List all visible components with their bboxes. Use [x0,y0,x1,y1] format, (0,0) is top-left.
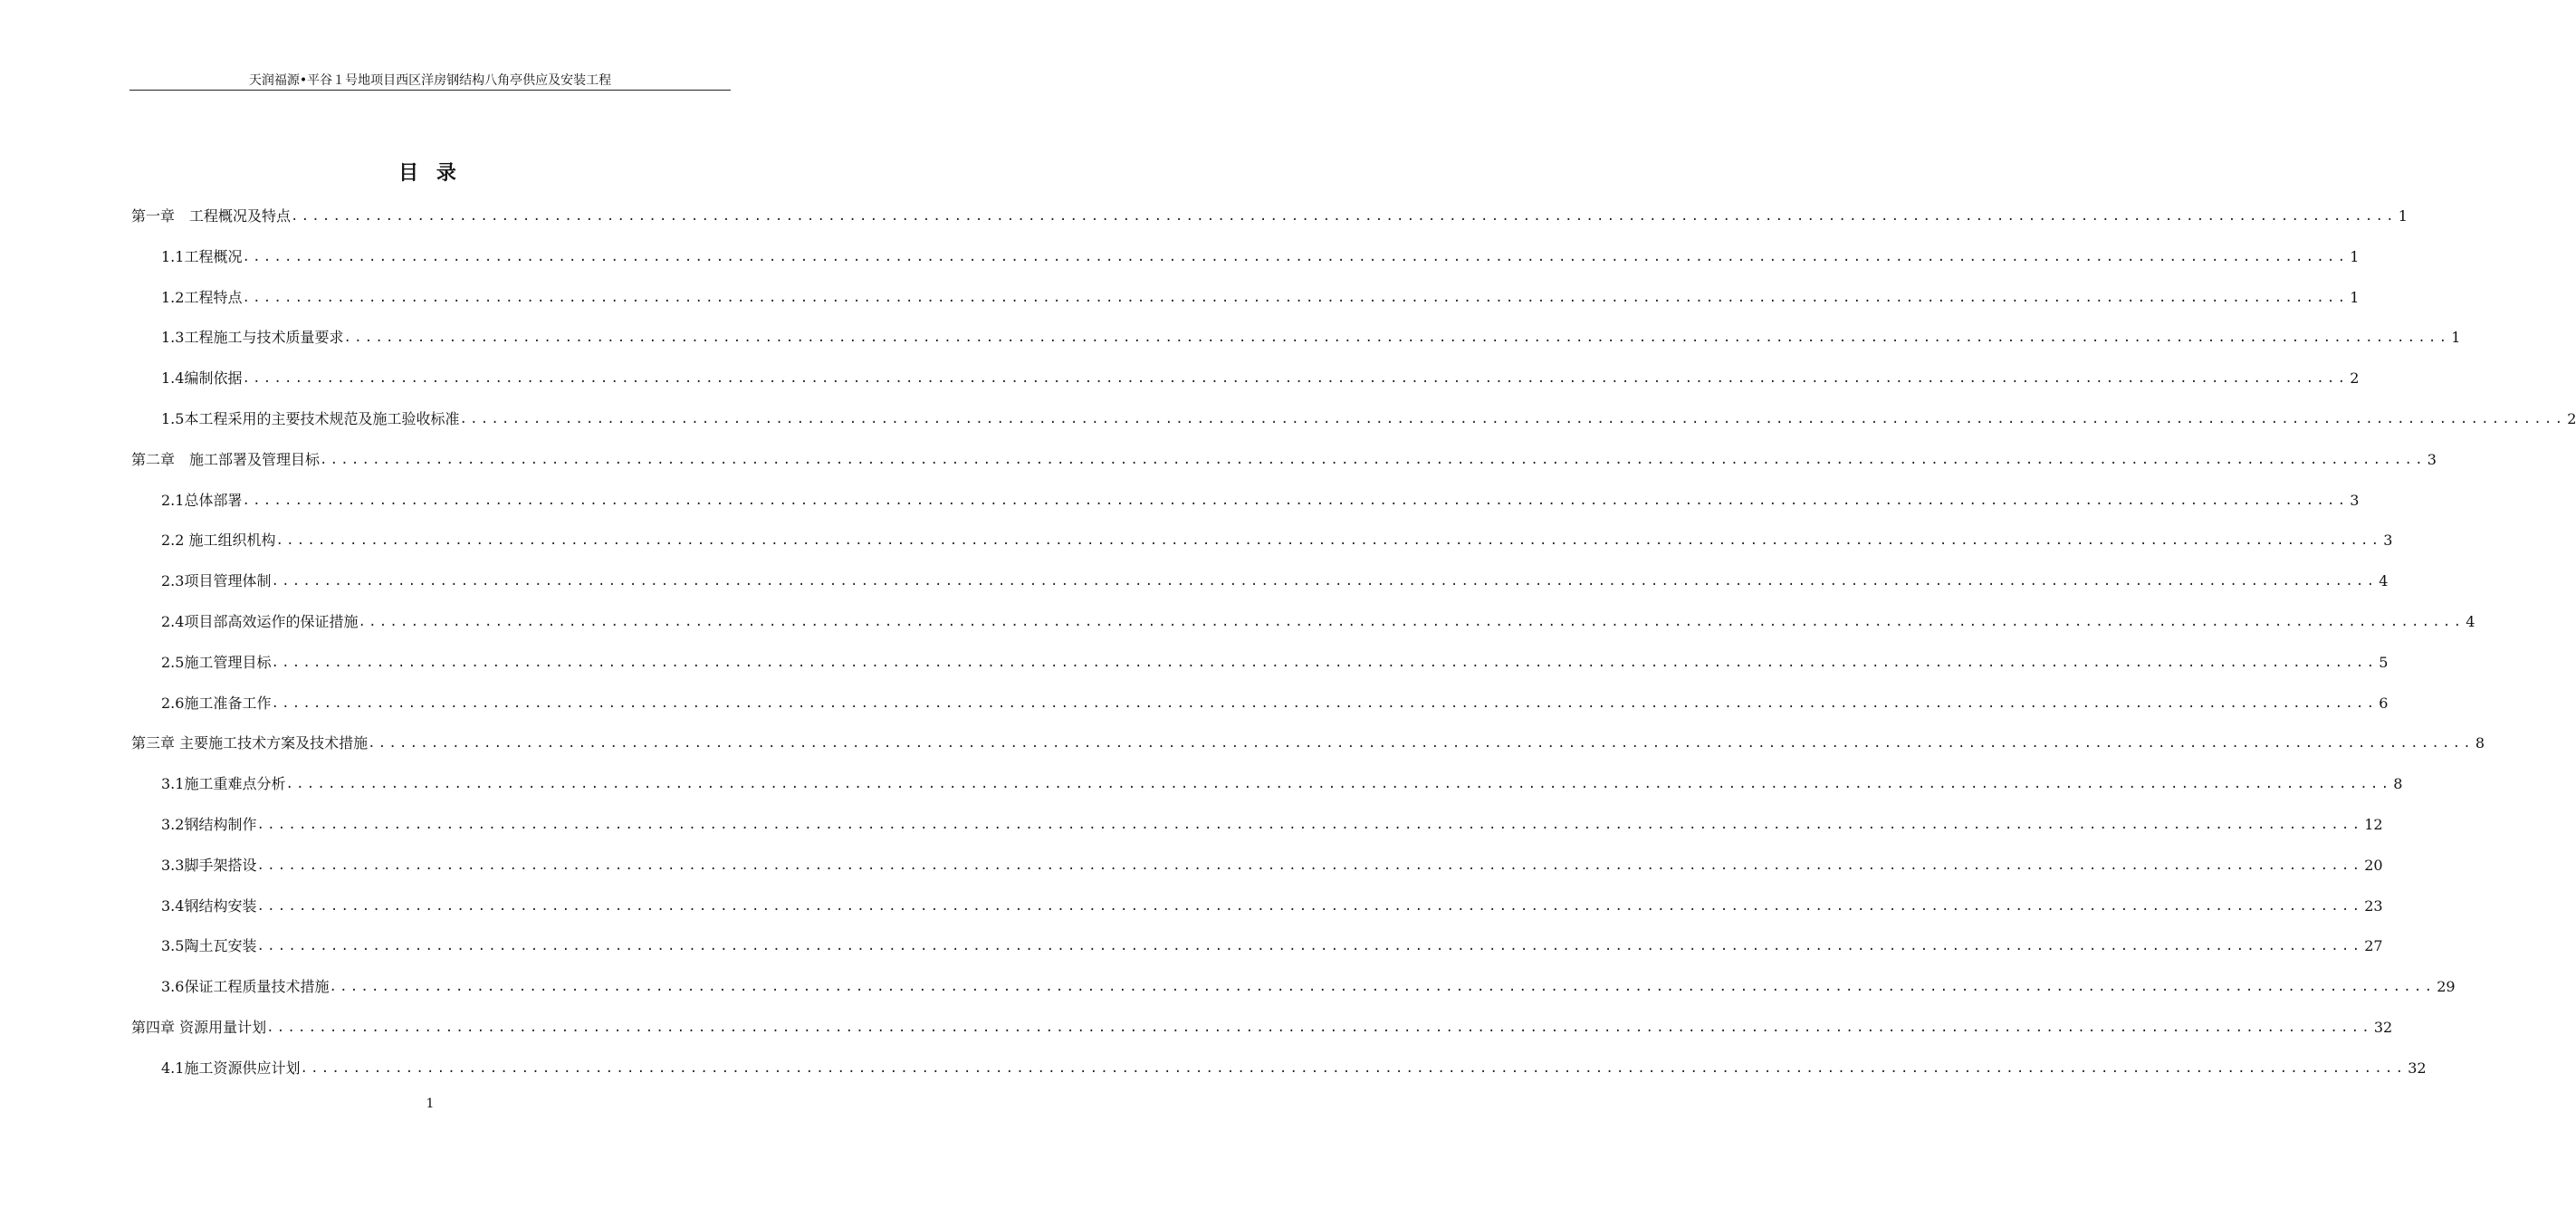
toc-entry-page: 3 [2350,491,2360,509]
toc-entry-label: 第一章 工程概况及特点 [131,207,292,225]
toc-section-entry[interactable] [161,324,2461,351]
toc-entry-page: 3 [2383,532,2393,550]
toc-dot-leader: ........................................................................................................................................................................................................ [242,290,2349,305]
toc-entry-label: 4.1施工资源供应计划 [161,1059,301,1077]
toc-dot-leader: ........................................................................................................................................................................................................ [320,452,2426,467]
toc-entry-page: 8 [2393,775,2403,793]
toc-dot-leader: ........................................................................................................................................................................................................ [329,980,2436,995]
toc-chapter-entry[interactable] [131,730,2485,757]
toc-dot-leader: ........................................................................................................................................................................................................ [358,615,2465,629]
toc-section-entry[interactable] [161,568,2389,595]
toc-dot-leader: ........................................................................................................................................................................................................ [368,736,2474,752]
toc-dot-leader: ........................................................................................................................................................................................................ [256,858,2363,873]
toc-entry-label: 1.1工程概况 [161,247,243,265]
toc-entry-page: 4 [2379,572,2389,590]
toc-entry-label: 3.2钢结构制作 [161,816,257,833]
toc-entry-label: 1.4编制依据 [161,369,243,388]
toc-entry-label: 2.3项目管理体制 [161,572,272,590]
page-number: 1 [426,1097,435,1111]
toc-entry-page: 32 [2408,1059,2427,1077]
toc-dot-leader: ........................................................................................................................................................................................................ [285,777,2392,792]
toc-section-entry[interactable] [161,487,2360,514]
toc-entry-page: 27 [2364,937,2383,955]
toc-entry-page: 1 [2451,329,2461,347]
toc-entry-page: 6 [2379,694,2389,712]
toc-dot-leader: ........................................................................................................................................................................................................ [271,655,2378,670]
toc-dot-leader: ........................................................................................................................................................................................................ [242,371,2349,387]
toc-entry-page: 1 [2350,247,2360,265]
toc-entry-label: 2.5施工管理目标 [161,653,272,671]
toc-section-entry[interactable] [161,365,2360,392]
toc-section-entry[interactable] [161,1055,2427,1082]
toc-section-entry[interactable] [161,933,2383,960]
toc-entry-page: 1 [2350,288,2360,306]
toc-section-entry[interactable] [161,284,2360,311]
toc-entry-label: 2.2 施工组织机构 [161,532,276,550]
toc-section-entry[interactable] [161,690,2389,717]
toc-section-entry[interactable] [161,811,2383,838]
toc-entry-label: 2.6施工准备工作 [161,694,272,712]
toc-section-entry[interactable] [161,608,2475,636]
toc-section-entry[interactable] [161,771,2403,798]
toc-dot-leader: ........................................................................................................................................................................................................ [291,209,2397,224]
toc-dot-leader: ........................................................................................................................................................................................................ [343,331,2450,346]
toc-section-entry[interactable] [161,406,2576,433]
toc-dot-leader: ........................................................................................................................................................................................................ [242,249,2349,264]
toc-dot-leader: ........................................................................................................................................................................................................ [242,493,2349,508]
toc-entry-label: 3.3脚手架搭设 [161,856,257,874]
toc-entry-page: 20 [2364,856,2383,874]
toc-section-entry[interactable] [161,244,2360,271]
toc-entry-label: 第二章 施工部署及管理目标 [131,450,321,468]
toc-entry-label: 第三章 主要施工技术方案及技术措施 [131,734,369,752]
toc-dot-leader: ........................................................................................................................................................................................................ [300,1060,2407,1076]
toc-dot-leader: ........................................................................................................................................................................................................ [256,939,2363,954]
toc-entry-page: 2 [2350,369,2360,388]
toc-section-entry[interactable] [161,527,2393,554]
toc-entry-label: 3.1施工重难点分析 [161,775,286,793]
toc-dot-leader: ........................................................................................................................................................................................................ [256,818,2363,832]
toc-entry-label: 3.6保证工程质量技术措施 [161,978,330,996]
toc-dot-leader: ........................................................................................................................................................................................................ [271,695,2378,711]
toc-section-entry[interactable] [161,852,2383,879]
toc-entry-label: 1.2工程特点 [161,288,243,306]
toc-entry-page: 29 [2437,978,2456,996]
toc-entry-label: 3.4钢结构安装 [161,896,257,915]
toc-entry-label: 1.3工程施工与技术质量要求 [161,329,344,347]
toc-entry-page: 12 [2364,816,2383,833]
toc-entry-label: 2.4项目部高效运作的保证措施 [161,613,359,630]
toc-dot-leader: ........................................................................................................................................................................................................ [271,574,2378,589]
toc-entry-page: 2 [2567,410,2576,427]
running-header: 天润福源•平谷１号地项目西区洋房钢结构八角亭供应及安装工程 [248,73,612,88]
toc-entry-label: 第四章 资源用量计划 [131,1019,267,1036]
toc-entry-label: 1.5本工程采用的主要技术规范及施工验收标准 [161,410,460,427]
toc-chapter-entry[interactable] [131,1014,2393,1041]
toc-chapter-entry[interactable] [131,446,2437,474]
toc-dot-leader: ........................................................................................................................................................................................................ [266,1021,2372,1035]
toc-title: 目 录 [398,162,462,185]
toc-dot-leader: ........................................................................................................................................................................................................ [275,533,2382,549]
toc-entry-page: 23 [2364,896,2383,915]
toc-entry-page: 4 [2466,613,2475,630]
toc-section-entry[interactable] [161,893,2383,920]
toc-entry-page: 1 [2398,207,2408,225]
header-rule [129,90,731,91]
toc-dot-leader: ........................................................................................................................................................................................................ [459,412,2566,426]
toc-dot-leader: ........................................................................................................................................................................................................ [256,898,2363,914]
toc-entry-label: 2.1总体部署 [161,491,243,509]
toc-entry-page: 3 [2427,450,2437,468]
toc-section-entry[interactable] [161,649,2389,676]
toc-entry-page: 5 [2379,653,2389,671]
toc-section-entry[interactable] [161,973,2456,1001]
toc-entry-label: 3.5陶土瓦安装 [161,937,257,955]
toc-entry-page: 32 [2373,1019,2393,1036]
toc-entry-page: 8 [2475,734,2485,752]
toc-chapter-entry[interactable] [131,203,2408,230]
